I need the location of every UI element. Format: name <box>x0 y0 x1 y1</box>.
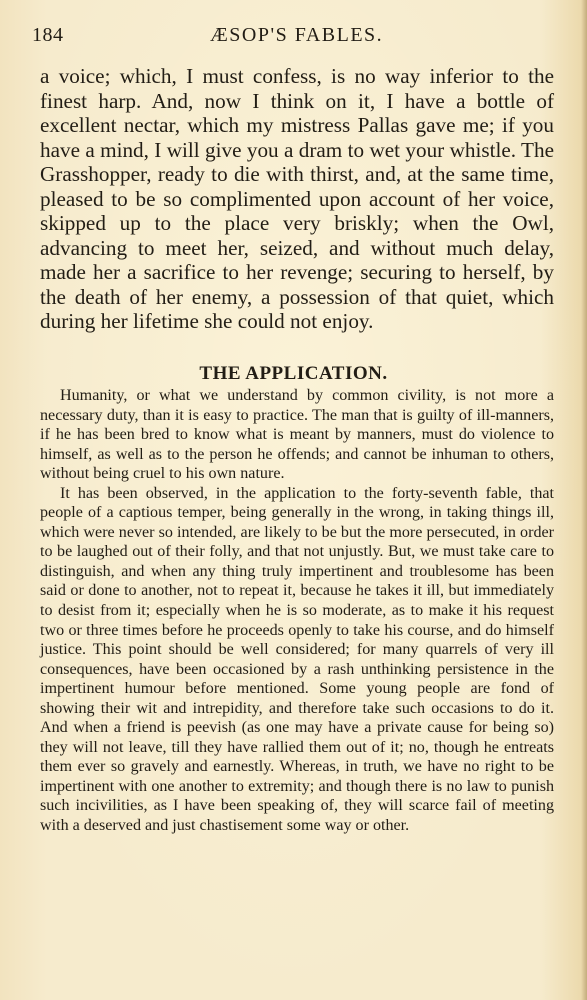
running-title: ÆSOP'S FABLES. <box>210 24 384 46</box>
application-paragraph: Humanity, or what we understand by common civility, is not more a necessary duty, than it is easy to practice. The man that is guilty of ill-manners, if he has been bred to know what is meant by manners, must do violence to himself, as well as to the person he offends; and cannot be inhuman to others, without being cruel to his own nature. <box>40 387 554 483</box>
fable-text: a voice; which, I must confess, is no way inferior to the finest harp. And, now I think on it, I have a bottle of excellent nectar, which my mistress Pallas gave me; if you have a mind, I will give you a dram to wet your whistle. The Grasshopper, ready to die with thirst, and, at the same time, pleased to be so complimented upon account of her voice, skipped up to the place very briskly; when the Owl, advancing to meet her, seized, and without much delay, made her a sacrifice to her revenge; securing to herself, by the death of her enemy, a possession of that quiet, which during her lifetime she could not enjoy. <box>40 64 554 333</box>
application-paragraph: It has been observed, in the application to the forty-seventh fable, that people of a captious temper, being generally in the wrong, in taking things ill, which were never so intended, are likely to be but the more persecuted, in order to be laughed out of their folly, and that not unjustly. But, we must take care to distinguish, and when any thing truly impertinent and troublesome has been said or done to another, not to repeat it, because he takes it ill, but immediately to desist from it; especially when he is so moderate, as to make it his request two or three times before he proceeds openly to take his course, and do himself justice. This point should be well considered; for many quarrels of very ill consequences, have been occasioned by a rash unthinking persistence in the impertinent humour before mentioned. Some young people are fond of showing their wit and intrepidity, and therefore take such occasions to do it. And when a friend is peevish (as one may have a private cause for being so) they will not leave, till they have rallied them out of it; no, though he entreats them ever so gravely and earnestly. Whereas, in truth, we have no right to be impertinent with one another to extremity; and though there is no law to punish such incivilities, as I have been speaking of, they will scarce fail of meeting with a deserved and just chastisement some way or other. <box>40 484 554 835</box>
page-header <box>32 24 554 54</box>
page-number: 184 <box>32 24 64 46</box>
application-body <box>40 386 554 836</box>
page-edge-shadow <box>581 0 587 1000</box>
application-heading: THE APPLICATION. <box>199 363 388 384</box>
